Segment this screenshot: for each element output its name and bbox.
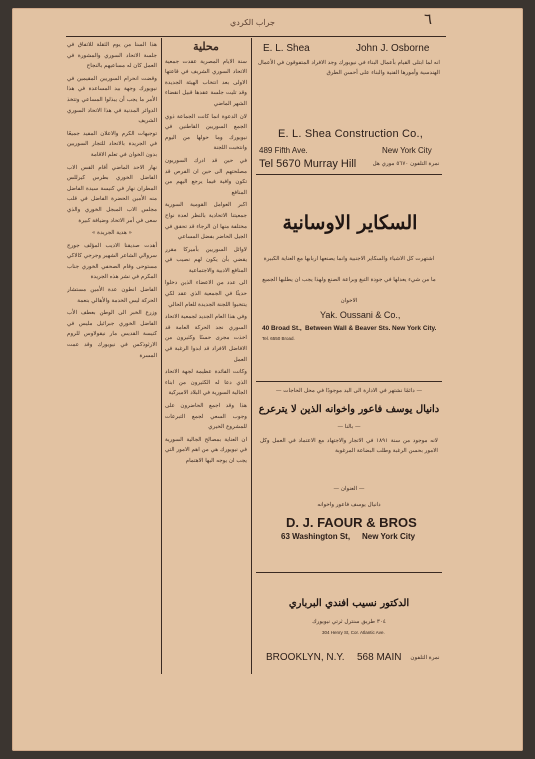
left-paragraph: نهار الاحد الماضي أقام القس الاب الفاضل الخوري بطرس كيرللس المطران نهار في كنيسة سيدة الفاضل منه الأمين الحضرة الفاضل في قلب مجلس الاب المبجل الخوري والذي سعى في أمر الاتحاد وضيافة كبيرة: [67, 164, 157, 224]
faour-label-2: دانيال يوسف فاعور واخوانه: [317, 502, 381, 508]
doctor-address-arabic: ٣٠٤ طريق سنترل ثرتي نيويورك: [312, 619, 386, 625]
cigars-title: السكاير الاوسانية: [282, 212, 418, 234]
local-news-heading: محلية: [193, 40, 219, 53]
faour-address: 63 Washington St,: [281, 532, 351, 541]
mid-paragraph: هذا وقد اجمع الحاضرون على وجوب السعي لجمع التبرعات للمشروع الخيري: [165, 403, 247, 431]
cigars-text-2: ما من شيء يعدلها في جودة التبغ وبراعة الصنع ولهذا يجب ان يطلبها الجميع: [262, 277, 436, 283]
cigars-tel: Tel. 6550 Broad.: [262, 336, 295, 341]
cigars-text-3: الاخوان: [340, 298, 358, 304]
faour-subtitle: — بالنا —: [337, 424, 361, 430]
mid-paragraph: لان الدعوة انما كانت الجماعة ذوي الجمع السوريين القاطنين في نيويورك وما حولها من اليوم وانتخبت اللجنة: [165, 113, 247, 152]
ad-separator: [256, 381, 442, 382]
left-paragraph: الفاضل انطون عدة الأمين مستشار الحركة ليس الخدمة والأهالي بنعمة: [67, 287, 157, 304]
shea-arabic-text: انه لما ابتلى القيام بأعمال البناء في نيويورك وجد الافراد المتفوقون في الأعمال الهندسية وأمورها الفنية والبناء على أحسن الطرق: [258, 60, 440, 76]
cigars-city: New York City.: [392, 325, 437, 332]
mid-paragraph: الى عدد من الاعضاء الذين دخلوا حديثًا في الجمعية الذي عقد لكي ينتخبوا اللجنة الجديدة للعام الحالي: [165, 280, 247, 308]
mid-paragraph: لاوائل السوريين بأميركا مقرر يقضي بأن يكون لهم نصيب في المنافع الادبية والاجتماعية: [165, 246, 247, 274]
doctor-city: BROOKLYN, N.Y.: [266, 652, 345, 663]
left-paragraph: هذا السنا من يوم الثقلة للاتفاق في جلسة الاتحاد السوري والمشورة في العمل كان له مساعيهم بالنجاح: [67, 42, 157, 70]
shea-city: New York City: [382, 146, 432, 155]
doctor-address: 304 Henry St, Cor. Atlantic Ave.: [322, 630, 385, 635]
doctor-phone: 568 MAIN: [357, 652, 402, 663]
middle-article-column: [165, 40, 247, 670]
header-rule: [66, 36, 446, 37]
mid-paragraph: سنة الايام المصرية عقدت جمعية الاتحاد السوري الشريف في قاعتها الاولى بعد انتخاب الهيئة الجديدة وقد تليت جلسة عقدها قبيل انقضاء الشهر الماضي: [165, 58, 247, 107]
left-paragraph: وقضت انحرام السوريين المقيمين في نيويورك وجهة بيد المساعدة في هذا الأمر ما يجب أن يبذلوا المساعي وتتخذ الدوائر المدنية في هذا الاتحاد السوري الشريف: [67, 75, 157, 125]
mid-paragraph: وفي هذا العام الجديد لجمعية الاتحاد السوري نجد الحركة العامة قد اخذت مجرى حسنًا وكثيرون من الافاضل الافراد قد ابدوا الرغبة في العمل: [165, 314, 247, 363]
faour-intro: — دائمًا نشتهر في الادارة الى اليد موجودًا في محل الحاجات —: [275, 388, 423, 394]
cigars-between: Between Wall & Beaver Sts.: [305, 325, 391, 332]
shea-company-name: E. L. Shea Construction Co.,: [278, 128, 424, 140]
faour-label: — العنوان —: [333, 486, 365, 492]
column-divider-left: [161, 38, 162, 674]
faour-headline: دانيال يوسف فاعور واخوانه الذين لا يترعرع: [258, 404, 440, 415]
page-header-title: جراب الكردي: [230, 18, 275, 27]
page-number: ٦: [424, 10, 433, 28]
mid-paragraph: وكانت الفائدة عظيمة لجهة الاتحاد الذي دعا له الكثيرون من ابناء الجالية السورية في البلاد الاميركية: [165, 369, 247, 397]
doctor-phone-label: نمرة التلفون: [410, 655, 440, 661]
ad-separator: [256, 174, 442, 175]
cigars-text-1: اشتهرت كل الاشياء والسكاير الاجنبية وانما يصنعها اربابها مع العناية الكبيرة: [263, 256, 435, 262]
left-subheading: « هدية الجريدة »: [91, 230, 132, 237]
shea-name-left: E. L. Shea: [263, 43, 310, 54]
cigars-company: Yak. Oussani & Co.,: [320, 310, 401, 320]
left-paragraph: وزرع الخبر الى الوطن بعطف الأب الفاضل الخوري جبرائيل مليس في كنيسة القديس مار نيقولاوس للروم الارثوذكس في نيويورك وقد عمت المسرة: [67, 310, 157, 359]
mid-paragraph: اكبر العوامل القومية السورية جمعيتنا الاتحادية بالنظر لعدة نواح مختلفة منها ان الرجاء قد تحقق في الجيل الحاضر بفضل المساعي: [165, 202, 247, 241]
faour-company: D. J. FAOUR & BROS: [286, 515, 417, 530]
shea-phone-arabic: نمرة التلفون ٥٦٧٠ موري هل: [372, 161, 440, 167]
cigars-address: 40 Broad St.,: [262, 325, 302, 332]
doctor-name: الدكتور نسيب افندي البرباري: [288, 598, 410, 609]
faour-city: New York City: [362, 532, 416, 541]
shea-phone: Tel 5670 Murray Hill: [259, 158, 357, 170]
left-paragraph: توجيهات الكرم والاعلان المفيد جميعًا في الجريدة بالاتحاد للتجار السوريين بدون الخوان في تعلم الاقامة: [67, 130, 157, 158]
shea-address: 489 Fifth Ave.: [259, 146, 308, 155]
ad-separator: [256, 572, 442, 573]
mid-paragraph: في حين قد ادرك السوريون مصلحتهم الى حين ان الفرص قد تكون وافية فيما يرجع اليهم من المنافع: [165, 157, 247, 196]
mid-paragraph: ان العناية بمصالح الجالية السورية في نيويورك هي من اهم الامور التي يجب ان يوجه اليها الاهتمام: [165, 436, 247, 464]
left-paragraph: أهدت صديقنا الاديب المؤلف جورج سروالي الشاعر الشهير وجرجي كالاكي مستوحى وقام الصحفي الخوري جناب المكرم في نشر هذه الجريدة: [67, 242, 157, 281]
left-article-column: [67, 40, 157, 670]
shea-name-right: John J. Osborne: [356, 43, 430, 54]
faour-body: لانه موجود من سنة ١٨٩١ في الاتجار والاجتهاد مع الاعتماد في العمل وكل الامور بحسن الرغبة وطلب البضاعة المرغوبة: [260, 438, 438, 454]
column-divider-right: [251, 38, 252, 674]
